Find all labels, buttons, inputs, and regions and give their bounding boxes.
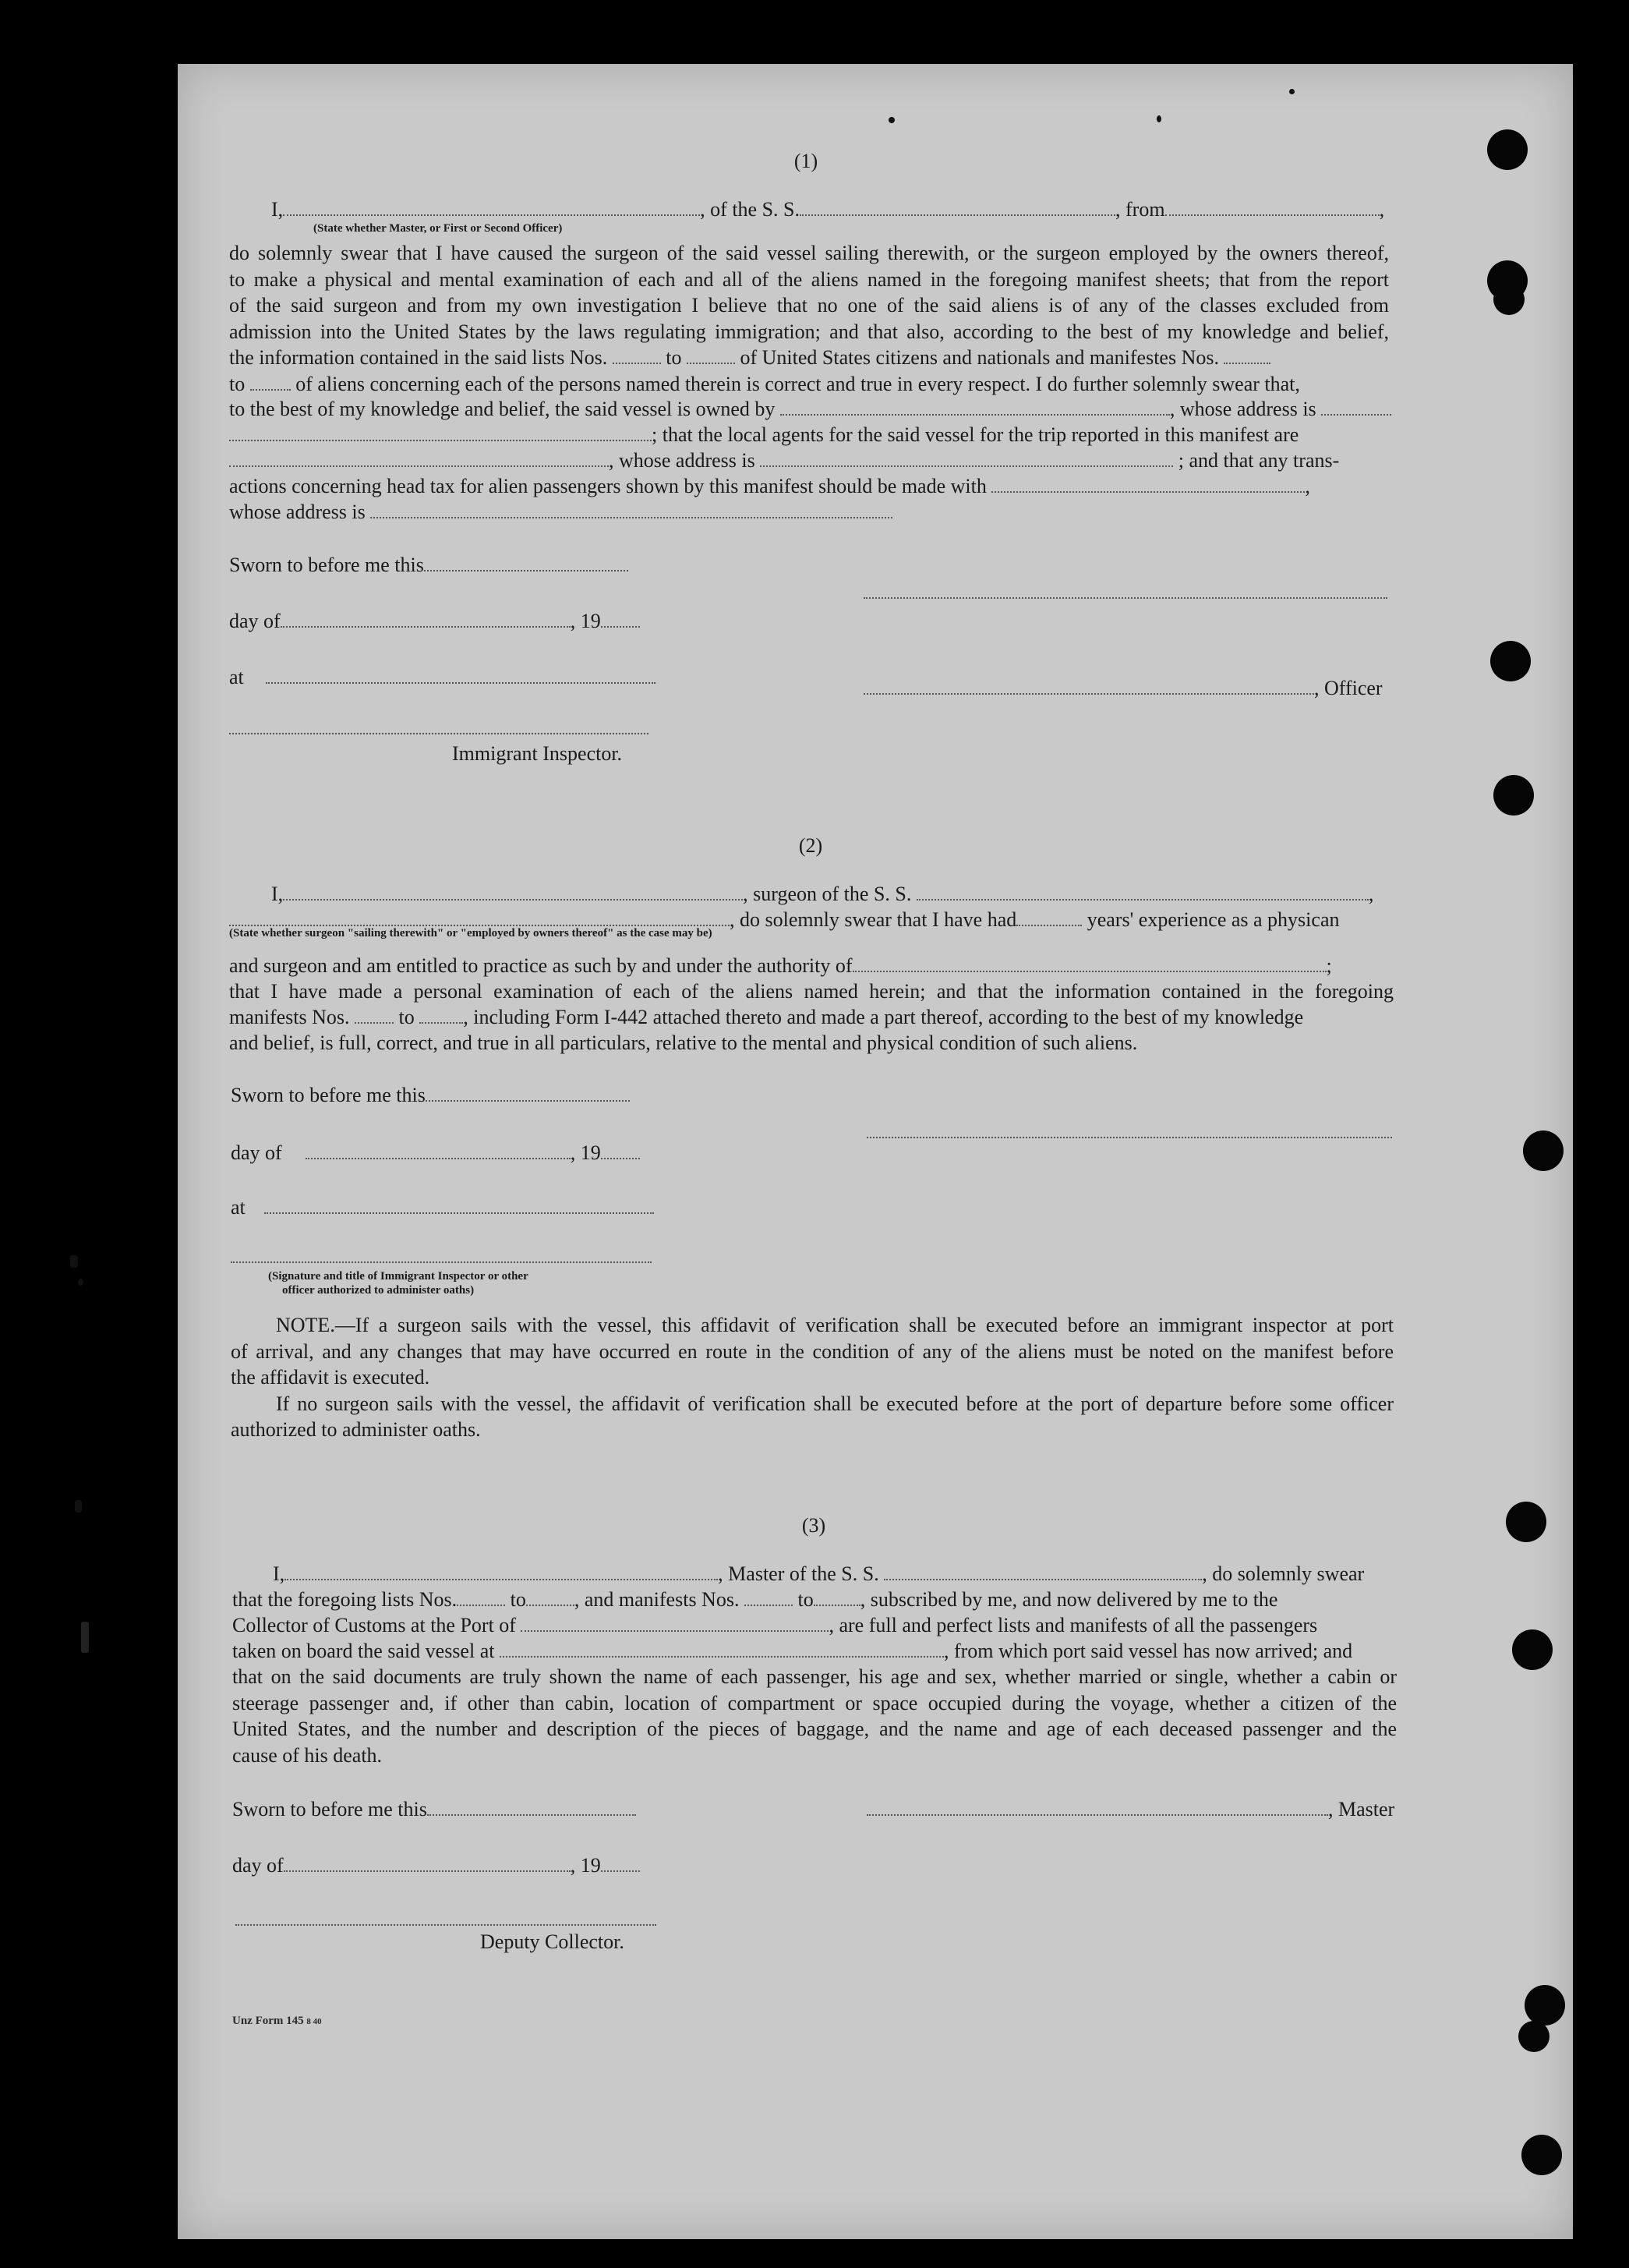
day-line: day of , 19 — [232, 1852, 640, 1878]
binder-hole — [1493, 284, 1525, 315]
collector-line: Collector of Customs at the Port of , are full and perfect lists and manifests of all the passengers — [232, 1614, 1318, 1636]
binder-hole — [1512, 1629, 1553, 1670]
blank-field — [521, 1613, 829, 1632]
lists-line: that the foregoing lists Nos. to , and manifests Nos. to , subscribed by me, and now delivered by me to the — [232, 1588, 1278, 1611]
blank-field — [526, 1587, 574, 1606]
address-line: , whose address is ; and that any trans- — [229, 448, 1339, 473]
at-line: at — [231, 1194, 654, 1220]
static-text: , from — [1115, 198, 1165, 221]
blank-field — [284, 1562, 718, 1580]
oath-body-line: that on the said documents are truly shown the name of each passenger, his age and sex, whether married or single, whether a cabin or — [232, 1665, 1397, 1688]
signature-line — [229, 733, 648, 734]
blank-field — [867, 1797, 1328, 1816]
binder-hole — [1523, 1130, 1564, 1171]
surgeon-line: I, , surgeon of the S. S. , — [271, 883, 1374, 905]
sworn-line: Sworn to before me this — [232, 1796, 636, 1822]
blank-field — [355, 1005, 394, 1024]
actions-line: actions concerning head tax for alien passengers shown by this manifest should be made with , — [229, 475, 1310, 497]
signature-instruction: (Signature and title of Immigrant Inspector or other officer authorized to administer oaths) — [268, 1270, 528, 1297]
oath-line — [271, 196, 1384, 222]
officer-line: , Officer — [864, 675, 1383, 701]
sworn-line: Sworn to before me this — [229, 552, 628, 578]
whose-address-line: whose address is — [229, 499, 892, 525]
blank-field — [266, 665, 655, 684]
practice-line: and surgeon and am entitled to practice as such by and under the authority of ; — [229, 954, 1332, 977]
binder-hole — [1525, 1985, 1565, 2026]
binder-hole — [1487, 129, 1528, 170]
film-speck — [81, 1622, 89, 1653]
blank-field — [1016, 908, 1082, 926]
oath-body-line: do solemnly swear that I have caused the surgeon of the said vessel sailing therewith, or the surgeon employed by the owners thereof, — [229, 242, 1389, 264]
oath-body-line: steerage passenger and, if other than cabin, location of compartment or space occupied during the voyage, whether a citizen of the — [232, 1691, 1397, 1714]
blank-field — [601, 1141, 640, 1159]
day-line: day of , 19 — [229, 608, 640, 634]
sworn-line: Sworn to before me this — [231, 1082, 630, 1108]
oath-body-line: and belief, is full, correct, and true in all particulars, relative to the mental and physical condition of such aliens. — [229, 1031, 1138, 1054]
note-paragraph — [231, 1312, 1394, 1364]
film-speck — [78, 1279, 83, 1286]
section-number: (2) — [798, 834, 823, 857]
oath-body — [229, 978, 1394, 1005]
blank-field — [250, 372, 291, 391]
note-line: NOTE.—If a surgeon sails with the vessel, this affidavit of verification shall be executed before an immigrant inspector at port — [276, 1314, 1394, 1336]
film-speck — [70, 1255, 78, 1268]
note-paragraph — [231, 1391, 1394, 1417]
blank-field — [814, 1587, 860, 1606]
blank-field — [284, 1853, 571, 1872]
signature-line — [231, 1261, 652, 1263]
manifests-line: manifests Nos. to , including Form I-442 attached thereto and made a part thereof, according to the best of my knowledge — [229, 1006, 1304, 1028]
signature-line — [864, 597, 1387, 599]
note-line: If no surgeon sails with the vessel, the affidavit of verification shall be executed before at the port of departure before some officer — [276, 1392, 1394, 1415]
master-line: I, , Master of the S. S. , do solemnly swear — [273, 1562, 1365, 1585]
agents-line: ; that the local agents for the said vessel for the trip reported in this manifest are — [229, 422, 1299, 448]
film-speck — [1157, 115, 1161, 122]
master-signature-line: , Master — [867, 1796, 1394, 1822]
blank-field — [601, 609, 640, 628]
blank-field — [760, 448, 1173, 467]
form-instruction: (State whether surgeon "sailing therewith" or "employed by owners thereof" as the case may be) — [229, 927, 712, 939]
collector-title: Deputy Collector. — [480, 1930, 624, 1953]
binder-hole — [1490, 641, 1531, 681]
note-line: of arrival, and any changes that may have occurred en route in the condition of any of the aliens must be noted on the manifest before — [231, 1339, 1394, 1363]
blank-field — [419, 1005, 463, 1024]
form-number: Unz Form 145 8 40 — [232, 2015, 322, 2027]
signature-line — [867, 1137, 1392, 1138]
oath-body-line: to make a physical and mental examination of each and all of the aliens named in the foregoing manifest sheets; that from the report — [229, 267, 1389, 291]
blank-field — [744, 1587, 793, 1606]
blank-field — [424, 553, 628, 571]
blank-field — [283, 197, 700, 216]
taken-line: taken on board the said vessel at , from which port said vessel has now arrived; and — [232, 1640, 1353, 1662]
film-speck — [889, 117, 895, 123]
blank-field — [853, 954, 1327, 972]
blank-field — [427, 1797, 636, 1816]
signature-line — [235, 1924, 656, 1926]
oath-body — [229, 240, 1389, 345]
oath-body-line: cause of his death. — [232, 1744, 383, 1767]
oath-body-line: of the said surgeon and from my own investigation I believe that no one of the said aliens is of any of the classes excluded from — [229, 294, 1389, 317]
film-speck — [75, 1500, 82, 1513]
binder-hole — [1521, 2135, 1562, 2175]
blank-field — [457, 1587, 505, 1606]
lists-line: the information contained in the said lists Nos. to of United States citizens and nationals and manifestes Nos. — [229, 345, 1270, 370]
form-instruction: (State whether Master, or First or Second Officer) — [313, 222, 563, 235]
blank-field — [884, 1562, 1202, 1580]
blank-field — [283, 882, 743, 900]
static-text: I, — [271, 198, 284, 221]
blank-field — [370, 500, 892, 518]
section-number: (3) — [801, 1514, 826, 1537]
blank-field — [229, 448, 609, 467]
at-line: at — [229, 664, 655, 690]
note-line: authorized to administer oaths. — [231, 1418, 481, 1441]
owned-line: to the best of my knowledge and belief, the said vessel is owned by , whose address is — [229, 396, 1391, 422]
blank-field — [426, 1083, 630, 1102]
blank-field — [991, 474, 1305, 493]
to-line: to of aliens concerning each of the persons named therein is correct and true in every respect. I do further solemnly swear that, — [229, 373, 1300, 395]
static-text: , of the S. S. — [700, 198, 800, 221]
blank-field — [800, 197, 1115, 216]
blank-field — [780, 397, 1170, 416]
blank-field — [1224, 345, 1270, 364]
static-text: , — [1379, 198, 1385, 221]
oath-body-line: that I have made a personal examination of each of the aliens named herein; and that the information contained in the foregoing — [229, 980, 1394, 1003]
section-number: (1) — [793, 150, 818, 172]
blank-field — [864, 676, 1314, 695]
binder-hole — [1493, 775, 1534, 816]
oath-body-line: admission into the United States by the laws regulating immigration; and that also, according to the best of my knowledge and belief, — [229, 320, 1389, 343]
blank-field — [229, 908, 730, 926]
oath-body — [232, 1664, 1397, 1743]
inspector-title: Immigrant Inspector. — [452, 742, 623, 765]
oath-body-line: United States, and the number and description of the pieces of baggage, and the name and age of each deceased passenger and the — [232, 1718, 1397, 1740]
blank-field — [306, 1141, 571, 1159]
swear-line: , do solemnly swear that I have had years' experience as a physican — [229, 907, 1339, 932]
day-line: day of , 19 — [231, 1140, 640, 1166]
binder-hole — [1518, 2021, 1549, 2052]
blank-field — [229, 423, 652, 441]
blank-field — [601, 1853, 640, 1872]
blank-field — [500, 1639, 944, 1658]
blank-field — [613, 345, 661, 364]
blank-field — [917, 882, 1369, 900]
blank-field — [1165, 197, 1380, 216]
blank-field — [281, 609, 571, 628]
blank-field — [687, 345, 735, 364]
blank-field — [1321, 397, 1391, 416]
note-line: the affidavit is executed. — [231, 1366, 430, 1389]
blank-field — [264, 1195, 654, 1214]
binder-hole — [1506, 1502, 1546, 1542]
film-speck — [1289, 89, 1295, 94]
